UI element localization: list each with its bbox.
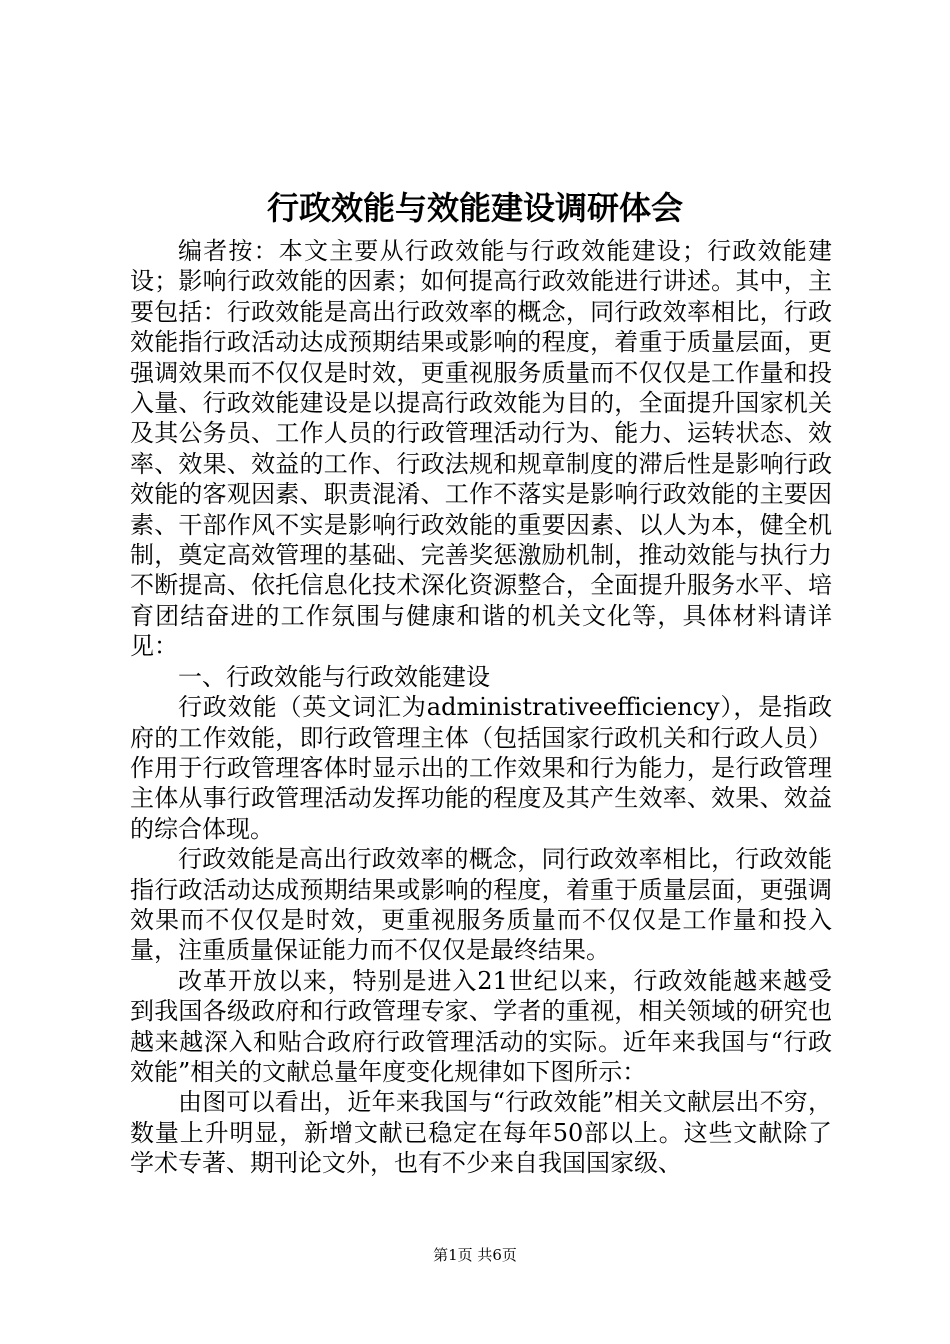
editor-note-paragraph: 编者按：本文主要从行政效能与行政效能建设；行政效能建设；影响行政效能的因素；如何提高行政效能进行讲述。其中，主要包括：行政效能是高出行政效率的概念，同行政效率相比，行政效能指行政活动达成预期结果或影响的程度，着重于质量层面，更强调效果而不仅仅是时效，更重视服务质量而不仅仅是工作量和投入量、行政效能建设是以提高行政效能为目的，全面提升国家机关及其公务员、工作人员的行政管理活动行为、能力、运转状态、效率、效果、效益的工作、行政法规和规章制度的滞后性是影响行政效能的客观因素、职责混淆、工作不落实是影响行政效能的主要因素、干部作风不实是影响行政效能的重要因素、以人为本，健全机制，奠定高效管理的基础、完善奖惩激励机制，推动效能与执行力不断提高、依托信息化技术深化资源整合，全面提升服务水平、培育团结奋进的工作氛围与健康和谐的机关文化等，具体材料请详见：	[130, 237, 832, 661]
document-body	[130, 236, 832, 1179]
body-paragraph: 改革开放以来，特别是进入21世纪以来，行政效能越来越受到我国各级政府和行政管理专家、学者的重视，相关领域的研究也越来越深入和贴合政府行政管理活动的实际。近年来我国与“行政效能”相关的文献总量年度变化规律如下图所示：	[130, 966, 832, 1086]
document-title: 行政效能与效能建设调研体会	[266, 189, 683, 227]
body-paragraph: 行政效能是高出行政效率的概念，同行政效率相比，行政效能指行政活动达成预期结果或影响的程度，着重于质量层面，更强调效果而不仅仅是时效，更重视服务质量而不仅仅是工作量和投入量，注重质量保证能力而不仅仅是最终结果。	[130, 845, 832, 965]
section-heading: 一、行政效能与行政效能建设	[178, 662, 490, 691]
page-footer: 第1页 共6页	[433, 1246, 517, 1264]
body-paragraph: 由图可以看出，近年来我国与“行政效能”相关文献层出不穷，数量上升明显，新增文献已稳定在每年50部以上。这些文献除了学术专著、期刊论文外，也有不少来自我国国家级、	[130, 1088, 832, 1178]
body-paragraph: 行政效能（英文词汇为administrativeefficiency），是指政府的工作效能，即行政管理主体（包括国家行政机关和行政人员）作用于行政管理客体时显示出的工作效果和行为能力，是行政管理主体从事行政管理活动发挥功能的程度及其产生效率、效果、效益的综合体现。	[130, 693, 832, 843]
